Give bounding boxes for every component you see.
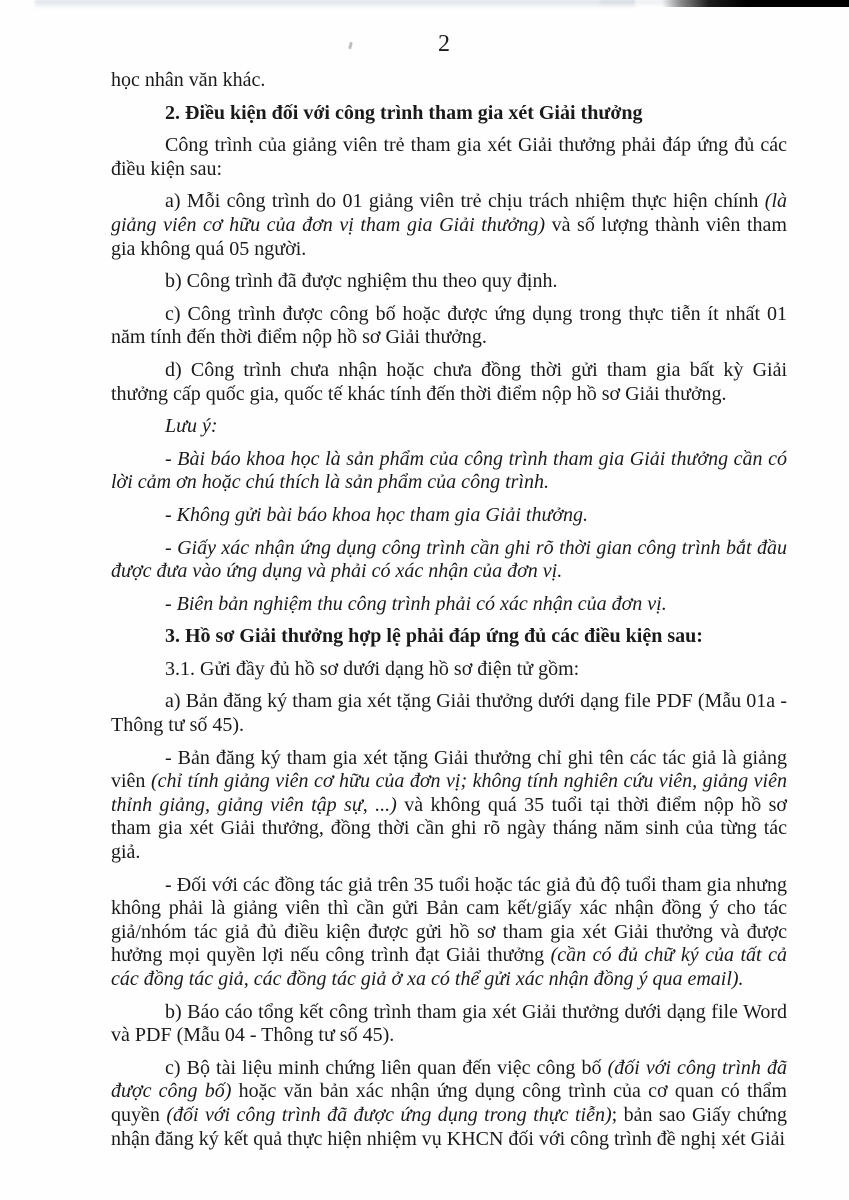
- note-paragraph: [111, 504, 787, 528]
- text-run: - Không gửi bài báo khoa học tham gia Giải thưởng.: [165, 503, 589, 526]
- text-run: (là giảng viên cơ hữu của đơn vị tham gia Giải thưởng): [111, 190, 787, 236]
- text-run: (đối với công trình đã được công bố): [111, 1056, 787, 1103]
- document-body: [111, 69, 787, 1160]
- text-run: (đối với công trình đã được ứng dụng trong thực tiễn): [166, 1103, 612, 1126]
- note-paragraph: [111, 415, 787, 439]
- text-run: ; bản sao Giấy chứng nhận đăng ký kết quả thực hiện nhiệm vụ KHCN đối với công trình đề nghị xét Giải: [111, 1103, 787, 1150]
- text-run: - Đối với các đồng tác giả trên 35 tuổi hoặc tác giả đủ độ tuổi tham gia nhưng không phải là giảng viên thì cần gửi Bản cam kết/giấy xác nhận đồng ý cho tác giả/nhóm tác giả đủ điều kiện được gửi hồ sơ tham gia xét Giải thưởng và được hưởng mọi quyền lợi nếu công trình đạt Giải thưởng: [111, 873, 787, 967]
- section-heading: [111, 625, 787, 649]
- section-heading: [111, 102, 787, 126]
- text-run: và không quá 35 tuổi tại thời điểm nộp hồ sơ tham gia xét Giải thưởng, đồng thời cần ghi rõ ngày tháng năm sinh của từng tác giả.: [111, 793, 787, 864]
- text-run: 2. Điều kiện đối với công trình tham gia xét Giải thưởng: [165, 101, 643, 124]
- text-run: (chỉ tính giảng viên cơ hữu của đơn vị; không tính nghiên cứu viên, giảng viên thỉnh giảng, giảng viên tập sự, ...): [111, 770, 787, 816]
- text-run: học nhân văn khác.: [111, 69, 266, 91]
- paragraph: [111, 690, 787, 737]
- text-run: b) Công trình đã được nghiệm thu theo quy định.: [165, 270, 558, 293]
- text-run: a) Mỗi công trình do 01 giảng viên trẻ chịu trách nhiệm thực hiện chính: [165, 190, 765, 213]
- scan-smudge-artifact: [35, 0, 635, 9]
- scan-black-bar-artifact: [662, 0, 849, 7]
- text-run: Công trình của giảng viên trẻ tham gia xét Giải thưởng phải đáp ứng đủ các điều kiện sau:: [111, 134, 787, 180]
- paragraph: [111, 747, 787, 865]
- text-run: và số lượng thành viên tham gia không quá 05 người.: [111, 213, 787, 260]
- text-run: - Giấy xác nhận ứng dụng công trình cần ghi rõ thời gian công trình bắt đầu được đưa vào ứng dụng và phải có xác nhận của đơn vị.: [111, 536, 787, 583]
- page-number: 2: [438, 31, 450, 57]
- text-run: (cần có đủ chữ ký của tất cả các đồng tác giả, các đồng tác giả ở xa có thể gửi xác nhận đồng ý qua email).: [111, 944, 787, 990]
- paragraph: [111, 1001, 787, 1048]
- text-run: - Bài báo khoa học là sản phẩm của công trình tham gia Giải thưởng cần có lời cảm ơn hoặc chú thích là sản phẩm của công trình.: [111, 447, 787, 494]
- note-paragraph: [111, 448, 787, 495]
- text-run: d) Công trình chưa nhận hoặc chưa đồng thời gửi tham gia bất kỳ Giải thưởng cấp quốc gia, quốc tế khác tính đến thời điểm nộp hồ sơ Giải thưởng.: [111, 358, 787, 405]
- text-run: c) Bộ tài liệu minh chứng liên quan đến việc công bố: [165, 1056, 608, 1079]
- text-run: - Biên bản nghiệm thu công trình phải có xác nhận của đơn vị.: [165, 592, 667, 615]
- note-paragraph: [111, 593, 787, 617]
- text-run: hoặc văn bản xác nhận ứng dụng công trình của cơ quan có thẩm quyền: [111, 1080, 787, 1126]
- text-run: c) Công trình được công bố hoặc được ứng dụng trong thực tiễn ít nhất 01 năm tính đến thời điểm nộp hồ sơ Giải thưởng.: [111, 302, 787, 349]
- paragraph: [111, 270, 787, 294]
- text-run: 3. Hồ sơ Giải thưởng hợp lệ phải đáp ứng đủ các điều kiện sau:: [165, 625, 703, 648]
- text-run: a) Bản đăng ký tham gia xét tặng Giải thưởng dưới dạng file PDF (Mẫu 01a - Thông tư số 45).: [111, 690, 787, 737]
- paragraph: [111, 69, 787, 93]
- text-run: 3.1. Gửi đầy đủ hồ sơ dưới dạng hồ sơ điện tử gồm:: [165, 657, 580, 680]
- paragraph: [111, 658, 787, 682]
- text-run: Lưu ý:: [165, 415, 218, 438]
- paragraph: [111, 134, 787, 181]
- note-paragraph: [111, 537, 787, 584]
- paragraph: [111, 1057, 787, 1151]
- paragraph: [111, 303, 787, 350]
- scan-stray-mark: [348, 42, 353, 50]
- text-run: - Bản đăng ký tham gia xét tặng Giải thưởng chỉ ghi tên các tác giả là giảng viên: [111, 746, 787, 793]
- paragraph: [111, 874, 787, 992]
- paragraph: [111, 359, 787, 406]
- paragraph: [111, 190, 787, 261]
- text-run: b) Báo cáo tổng kết công trình tham gia xét Giải thưởng dưới dạng file Word và PDF (Mẫu 04 - Thông tư số 45).: [111, 1000, 787, 1047]
